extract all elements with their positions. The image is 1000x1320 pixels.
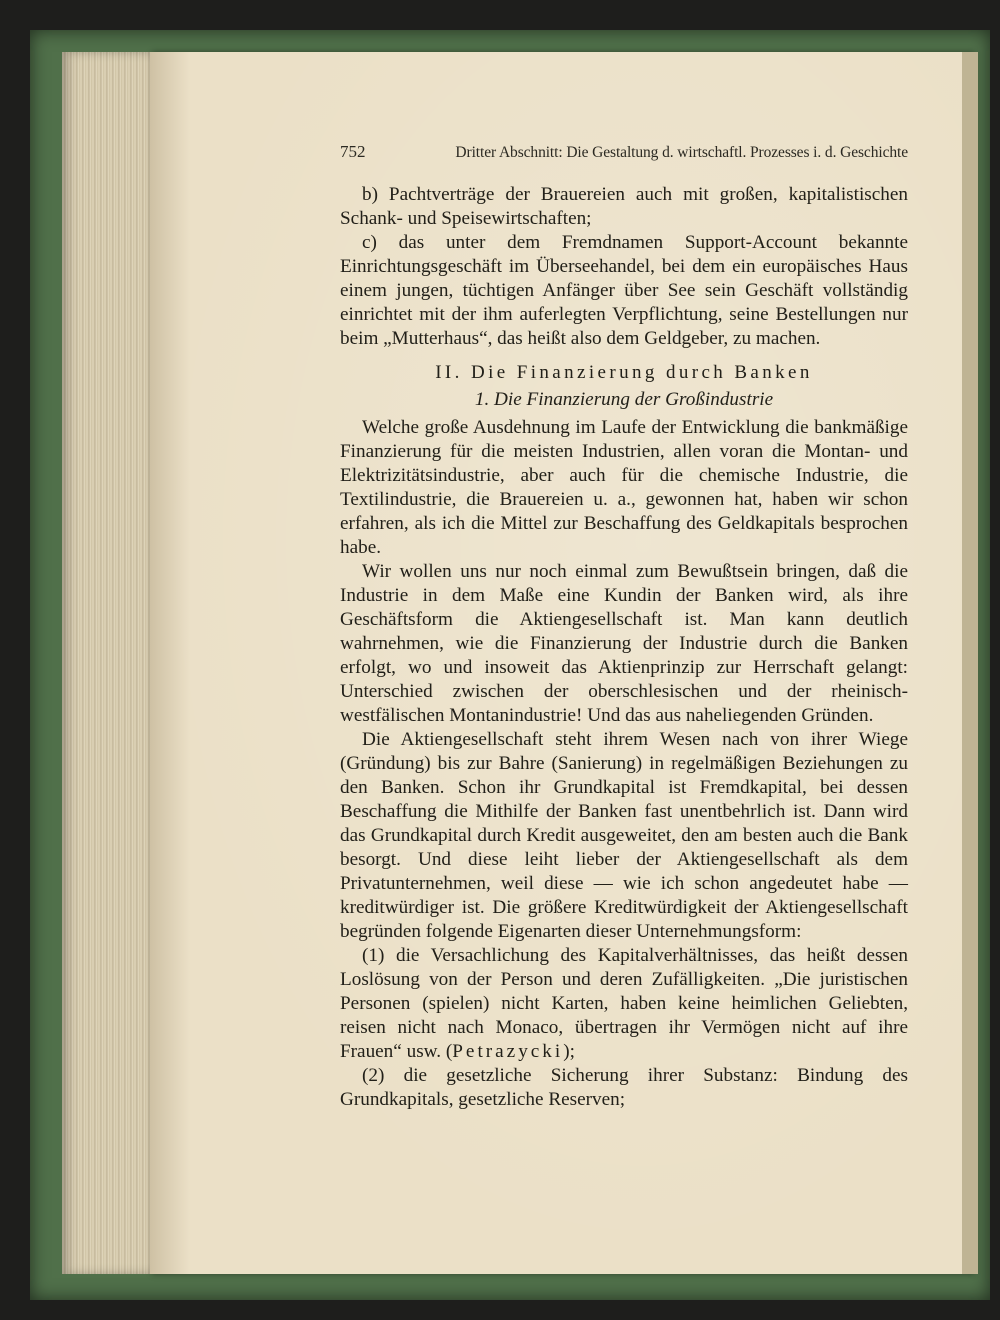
page-number: 752 [340, 142, 366, 161]
paragraph-c: c) das unter dem Fremdnamen Support-Account bekannte Einrichtungsgeschäft im Überseehandel, bei dem ein europäisches Haus einem jungen, tüchtigen Anfänger über See sein Geschäft vollständig einrichtet mit der ihm auferlegten Verpflichtung, seine Bestellungen nur beim „Mutterhaus“, das heißt also dem Geldgeber, zu machen. [340, 232, 908, 349]
paragraph-b: b) Pachtverträge der Brauereien auch mit großen, kapitalistischen Schank- und Speisewirtschaften; [340, 184, 908, 229]
author-citation: Petrazycki [452, 1041, 564, 1062]
paragraph-1: Welche große Ausdehnung im Laufe der Entwicklung die bankmäßige Finanzierung für die meisten Industrien, allen voran die Montan- und Elektrizitätsindustrie, aber auch für die chemische Industrie, die Textilindustrie, die Brauereien u. a., gewonnen hat, haben wir schon erfahren, als ich die Mittel zur Beschaffung des Geldkapitals besprochen habe. [340, 417, 908, 558]
page-right-edge [962, 52, 978, 1274]
subsection-heading: 1. Die Finanzierung der Großindustrie [474, 389, 774, 410]
paragraph-4-text: (1) die Versachlichung des Kapitalverhältnisses, das heißt dessen Loslösung von der Person und deren Zufälligkeiten. „Die juristischen Personen (spielen) nicht Karten, haben keine heimlichen Geliebten, reisen nicht nach Monaco, übertragen ihr Vermögen nicht auf ihre Frauen“ usw. ( [340, 945, 908, 1062]
page-content [340, 140, 908, 1112]
running-title: Dritter Abschnitt: Die Gestaltung d. wirtschaftl. Prozesses i. d. Geschichte [455, 144, 908, 161]
paragraph-4 [340, 944, 908, 1064]
section-heading: II. Die Finanzierung durch Banken [435, 362, 813, 383]
paragraph-3: Die Aktiengesellschaft steht ihrem Wesen nach von ihrer Wiege (Gründung) bis zur Bahre (Sanierung) in regelmäßigen Beziehungen zu den Banken. Schon ihr Grundkapital ist Fremdkapital, bei dessen Beschaffung die Mithilfe der Banken fast unentbehrlich ist. Dann wird das Grundkapital durch Kredit ausgeweitet, den am besten auch die Bank besorgt. Und diese leiht lieber der Aktiengesellschaft als dem Privatunternehmen, weil diese — wie ich schon angedeutet habe — kreditwürdiger ist. Die größere Kreditwürdigkeit der Aktiengesellschaft begründen folgende Eigenarten dieser Unternehmungsform: [340, 729, 908, 942]
running-header [340, 140, 908, 165]
paragraph-5: (2) die gesetzliche Sicherung ihrer Substanz: Bindung des Grundkapitals, gesetzliche Reserven; [340, 1065, 908, 1110]
paragraph-4-end: ); [563, 1041, 575, 1062]
paragraph-2: Wir wollen uns nur noch einmal zum Bewußtsein bringen, daß die Industrie in dem Maße eine Kundin der Banken wird, als ihre Geschäftsform die Aktiengesellschaft ist. Man kann deutlich wahrnehmen, wie die Finanzierung der Industrie durch die Banken erfolgt, wo und insoweit das Aktienprinzip zur Herrschaft gelangt: Unterschied zwischen der oberschlesischen und der rheinisch-westfälischen Montanindustrie! Und das aus naheliegenden Gründen. [340, 561, 908, 726]
